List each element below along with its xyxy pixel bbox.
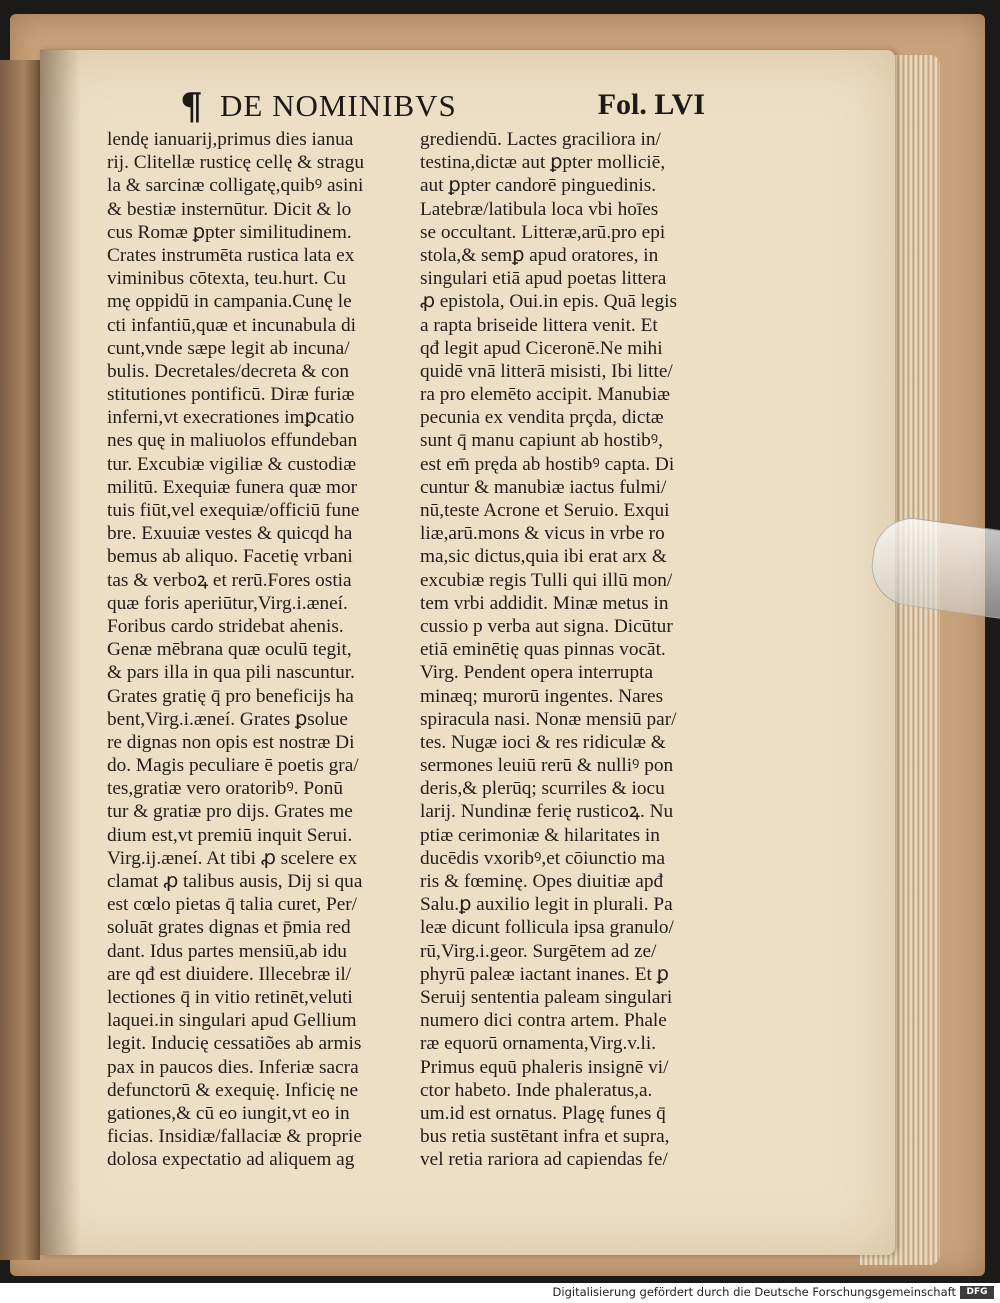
text-line: bent,Virg.i.æneí. Grates ꝑsolue <box>107 708 348 730</box>
text-line: Virg.ij.æneí. At tibi ꝓ scelere ex <box>107 847 358 869</box>
text-line: vel retia rariora ad capiendas fe/ <box>420 1149 668 1171</box>
text-line: um.id est ornatus. Plagę funes q̄ <box>420 1102 666 1124</box>
text-column-left <box>107 128 407 1171</box>
text-line: Seruij sententia paleam singulari <box>420 986 673 1008</box>
text-line: phyrū paleæ iactant inanes. Et ꝑ <box>420 963 669 985</box>
text-line: aut ꝑpter candorē pinguedinis. <box>420 175 657 197</box>
text-line: rij. Clitellæ rusticę cellę & stragu <box>107 152 365 174</box>
text-line: qđ legit apud Ciceronē.Ne mihi <box>420 337 663 359</box>
page-header <box>180 88 705 128</box>
text-line: deris,& plerūq; scurriles & iocu <box>420 778 665 800</box>
text-line: spiracula nasi. Nonæ mensiū par/ <box>420 708 677 730</box>
text-line: tas & verboꝝ et rerū.Fores ostia <box>107 569 352 591</box>
text-line: ctor habeto. Inde phaleratus,a. <box>420 1079 653 1101</box>
text-line: mę oppidū in campania.Cunę le <box>107 291 352 313</box>
text-line: ris & fœminę. Opes diuitiæ apđ <box>420 871 664 892</box>
footer-bar <box>0 1283 1000 1303</box>
text-line: quidē vnā litterā misisti, Ibi litte/ <box>420 360 673 382</box>
text-line: dant. Idus partes mensiū,ab idu <box>107 940 347 962</box>
text-line: defunctorū & exequię. Inficię ne <box>107 1079 359 1101</box>
text-line: est em̄ pręda ab hostibꝰ capta. Di <box>420 453 675 475</box>
pilcrow-mark: ¶ <box>180 86 203 128</box>
text-line: ficias. Insidiæ/fallaciæ & proprie <box>107 1126 362 1148</box>
text-line: nes quę in maliuolos effundeban <box>107 430 358 452</box>
text-line: testina,dictæ aut ꝑpter molliciē, <box>420 152 666 174</box>
text-line: gationes,& cū eo iungit,vt eo in <box>107 1102 350 1124</box>
text-line: cuntur & manubiæ iactus fulmi/ <box>420 476 667 498</box>
text-line: ptiæ cerimoniæ & hilaritates in <box>420 824 660 846</box>
text-line: legit. Inducię cessatiões ab armis <box>107 1033 362 1055</box>
text-line: tes. Nugæ ioci & res ridiculæ & <box>420 731 666 753</box>
text-line: rū,Virg.i.geor. Surgētem ad ze/ <box>420 940 657 962</box>
text-line: Latebræ/latibula loca vbi hoīes <box>420 198 659 220</box>
text-line: se occultant. Litteræ,arū.pro epi <box>420 221 666 243</box>
text-line: Grates gratię q̄ pro beneficijs ha <box>107 685 354 707</box>
text-line: Primus equū phaleris insignē vi/ <box>420 1056 669 1078</box>
text-line: re dignas non opis est nostræ Di <box>107 731 355 753</box>
text-line: tuis fiūt,vel exequiæ/officiū fune <box>107 500 360 521</box>
text-line: minæq; murorū ingentes. Nares <box>420 685 664 707</box>
text-line: est cœlo pietas q̄ talia curet, Per/ <box>107 894 358 916</box>
text-line: stola,& semꝑ apud oratores, in <box>420 244 659 266</box>
text-line: cti infantiū,quæ et incunabula di <box>107 314 356 336</box>
text-line: Crates instrumēta rustica lata ex <box>107 244 355 266</box>
text-line: grediendū. Lactes graciliora in/ <box>420 129 661 150</box>
text-line: are qđ est diuidere. Illecebræ il/ <box>107 963 352 985</box>
book-spine-edge <box>0 60 40 1260</box>
text-line: tem vrbi addidit. Minæ metus in <box>420 592 669 614</box>
page-gutter <box>40 50 80 1255</box>
text-line: Foribus cardo stridebat ahenis. <box>107 615 344 637</box>
text-line: bulis. Decretales/decreta & con <box>107 360 349 382</box>
text-line: ꝓ epistola, Oui.in epis. Quā legis <box>420 291 677 313</box>
text-line: soluāt grates dignas et p̄mia red <box>107 917 351 939</box>
text-line: excubiæ regis Tulli qui illū mon/ <box>420 569 673 591</box>
text-line: ducēdis vxoribꝰ,et cōiunctio ma <box>420 847 666 869</box>
text-line: singulari etiā apud poetas littera <box>420 268 667 290</box>
text-line: stitutiones pontificū. Diræ furiæ <box>107 384 355 406</box>
text-line: cussio p verba aut signa. Dicūtur <box>420 615 673 637</box>
text-line: cus Romæ ꝑpter similitudinem. <box>107 221 352 243</box>
text-line: numero dici contra artem. Phale <box>420 1010 667 1032</box>
text-line: lectiones q̄ in vitio retinēt,veluti <box>107 986 353 1008</box>
text-line: leæ dicunt follicula ipsa granulo/ <box>420 917 674 939</box>
text-line: liæ,arū.mons & vicus in vrbe ro <box>420 523 665 545</box>
footer-credit: Digitalisierung gefördert durch die Deutsche Forschungsgemeinschaft <box>552 1285 956 1299</box>
text-line: inferni,vt execrationes imꝑcatio <box>107 407 355 429</box>
text-line: dolosa expectatio ad aliquem ag <box>107 1149 355 1171</box>
text-line: & bestiæ insternūtur. Dicit & lo <box>107 198 352 220</box>
text-line: pax in paucos dies. Inferiæ sacra <box>107 1056 359 1078</box>
text-line: Virg. Pendent opera interrupta <box>420 662 654 684</box>
text-line: sermones leuiū rerū & nulliꝰ pon <box>420 755 674 777</box>
text-line: cunt,vnde sæpe legit ab incuna/ <box>107 337 350 359</box>
text-line: tes,gratiæ vero oratoribꝰ. Ponū <box>107 778 344 800</box>
folio-number: Fol. LVI <box>597 88 705 121</box>
text-line: laquei.in singulari apud Gellium <box>107 1010 357 1032</box>
text-line: dium est,vt premiū inquit Serui. <box>107 824 353 846</box>
text-line: la & sarcinæ colligatę,quibꝰ asini <box>107 175 364 197</box>
text-line: quæ foris aperiūtur,Virg.i.æneí. <box>107 592 348 614</box>
text-line: militū. Exequiæ funera quæ mor <box>107 476 358 498</box>
text-line: bemus ab aliquo. Facetię vrbani <box>107 546 353 568</box>
text-line: nū,teste Acrone et Seruio. Exqui <box>420 500 670 521</box>
text-line: bre. Exuuiæ vestes & quicqd ha <box>107 523 353 545</box>
text-line: Genæ mēbrana quæ oculū tegit, <box>107 639 352 661</box>
text-line: ma,sic dictus,quia ibi erat arx & <box>420 546 667 568</box>
text-line: tur & gratiæ pro dijs. Grates me <box>107 801 353 823</box>
text-line: a rapta briseide littera venit. Et <box>420 314 658 336</box>
text-line: do. Magis peculiare ē poetis gra/ <box>107 755 359 777</box>
text-line: bus retia sustētant infra et supra, <box>420 1126 670 1148</box>
text-line: etiā eminētię quas pinnas vocāt. <box>420 639 666 661</box>
text-line: & pars illa in qua pili nascuntur. <box>107 662 355 684</box>
text-line: clamat ꝓ talibus ausis, Dij si qua <box>107 871 363 892</box>
dfg-logo: DFG <box>960 1286 994 1299</box>
text-line: larij. Nundinæ ferię rusticoꝝ. Nu <box>420 801 674 823</box>
text-line: Salu.ꝑ auxilio legit in plurali. Pa <box>420 894 673 916</box>
text-column-right <box>420 128 725 1171</box>
text-line: ræ equorū ornamenta,Virg.v.li. <box>420 1033 657 1055</box>
text-line: ra pro elemēto accipit. Manubiæ <box>420 384 671 406</box>
running-title: DE NOMINIBVS <box>220 88 457 123</box>
text-line: tur. Excubiæ vigiliæ & custodiæ <box>107 453 357 475</box>
text-line: pecunia ex vendita prçda, dictæ <box>420 407 664 429</box>
text-line: sunt q̄ manu capiunt ab hostibꝰ, <box>420 430 663 452</box>
text-line: lendę ianuarij,primus dies ianua <box>107 129 354 150</box>
text-line: viminibus cōtexta, teu.hurt. Cu <box>107 268 346 290</box>
